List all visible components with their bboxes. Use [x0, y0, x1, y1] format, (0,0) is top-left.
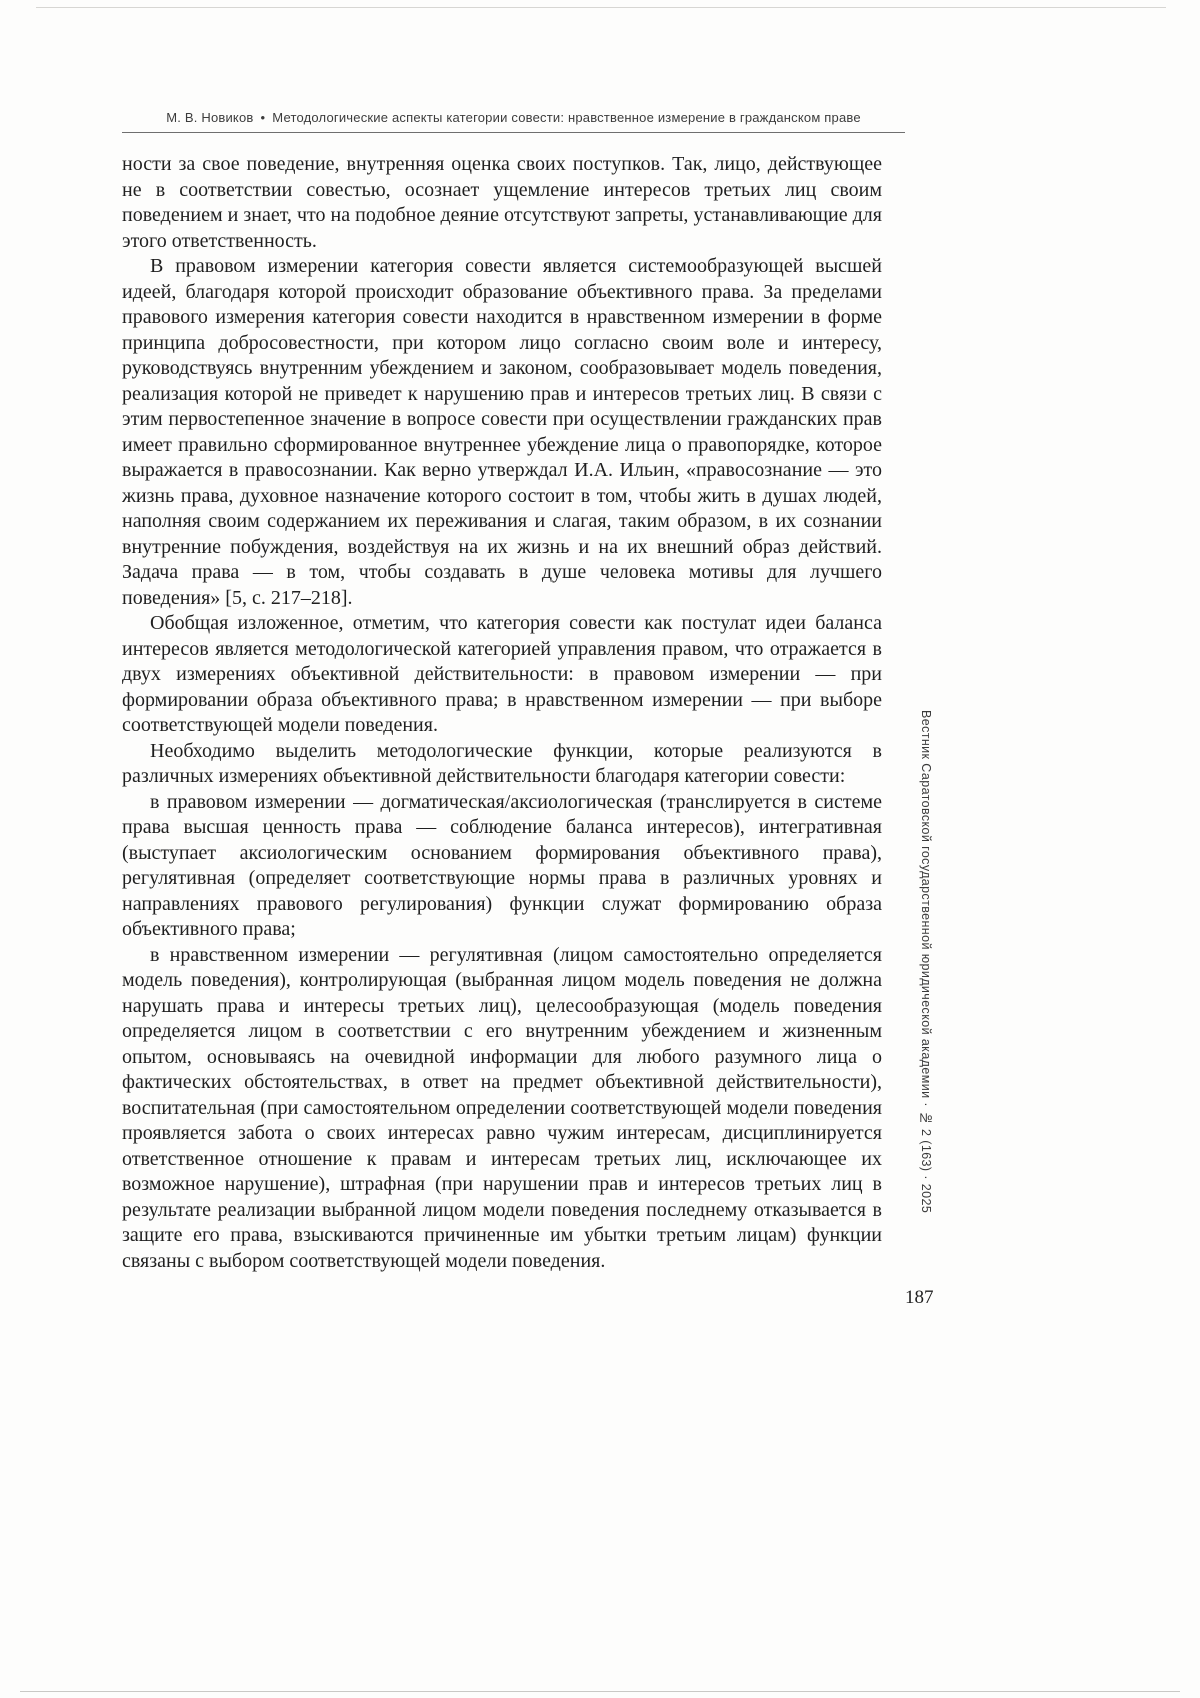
paragraph: Необходимо выделить методологические функции, которые реализуются в различных измерениях объективной действительности благодаря категории совести:	[122, 739, 882, 787]
bullet-separator: •	[260, 110, 266, 125]
running-header-title: Методологические аспекты категории совести: нравственное измерение в гражданском праве	[272, 110, 861, 125]
journal-info-sidebar	[919, 710, 933, 1213]
paragraph-continuation: ности за свое поведение, внутренняя оценка своих поступков. Так, лицо, действующее не в соответствии совестью, осознает ущемление интересов третьих лиц своим поведением и знает, что на подобное деяние отсутствуют запреты, устанавливающие для этого ответственность.	[122, 153, 882, 252]
running-header	[122, 110, 905, 125]
paragraph: в нравственном измерении — регулятивная (лицом самостоятельно определяется модель поведения), контролирующая (выбранная лицом модель поведения не должна нарушать права и интересы третьих лиц), целесообразующая (модель поведения определяется лицом в соответствии с его внутренним убеждением и жизненным опытом, основываясь на очевидной информации для любого разумного лица о фактических обстоятельствах, в ответ на предмет объективной действительности), воспитательная (при самостоятельном определении соответствующей модели поведения проявляется забота о своих интересах равно чужим интересам, дисциплинируется ответственное отношение к правам и интересам третьих лиц, исключающее их возможное нарушение), штрафная (при нарушении прав и интересов третьих лиц в результате реализации выбранной лицом модели поведения последнему отказывается в защите его права, взыскиваются причиненные им убытки третьим лицам) функции связаны с выбором соответствующей модели поведения.	[122, 943, 882, 1272]
scan-edge-top	[36, 7, 1166, 8]
scan-edge-bottom	[20, 1691, 1180, 1692]
journal-info-text: Вестник Саратовской государственной юридической академии · № 2 (163) · 2025	[919, 710, 933, 1214]
paragraph: в правовом измерении — догматическая/аксиологическая (транслируется в системе права высшая ценность права — соблюдение баланса интересов), интегративная (выступает аксиологическим основанием формирования объективного права), регулятивная (определяет соответствующие нормы права в различных уровнях и направлениях правового регулирования) функции служат формированию образа объективного права;	[122, 790, 882, 940]
paragraph: В правовом измерении категория совести является системообразующей высшей идеей, благодаря которой происходит образование объективного права. За пределами правового измерения категория совести находится в нравственном измерении в форме принципа добросовестности, при котором лицо согласно своим воле и интересу, руководствуясь внутренним убеждением и законом, сообразовывает модель поведения, реализация которой не приведет к нарушению прав и интересов третьих лиц. В связи с этим первостепенное значение в вопросе совести при осуществлении гражданских прав имеет правильно сформированное внутреннее убеждение лица о правопорядке, которое выражается в правосознании. Как верно утверждал И.А. Ильин, «правосознание — это жизнь права, духовное назначение которого состоит в том, чтобы жить в душах людей, наполняя своим содержанием их переживания и слагая, таким образом, в их сознании внутренние побуждения, воздействуя на их жизнь и на их внешний образ действий. Задача права — в том, чтобы создавать в душе человека мотивы для лучшего поведения» [5, с. 217–218].	[122, 255, 882, 609]
page-number: 187	[905, 1287, 934, 1308]
paragraph: Обобщая изложенное, отметим, что категория совести как постулат идеи баланса интересов является методологической категорией управления правом, что отражается в двух измерениях объективной действительности: в правовом измерении — при формировании образа объективного права; в нравственном измерении — при выборе соответствующей модели поведения.	[122, 612, 882, 736]
running-header-author: М. В. Новиков	[166, 110, 254, 125]
article-body	[122, 152, 882, 1274]
header-rule	[122, 132, 905, 133]
